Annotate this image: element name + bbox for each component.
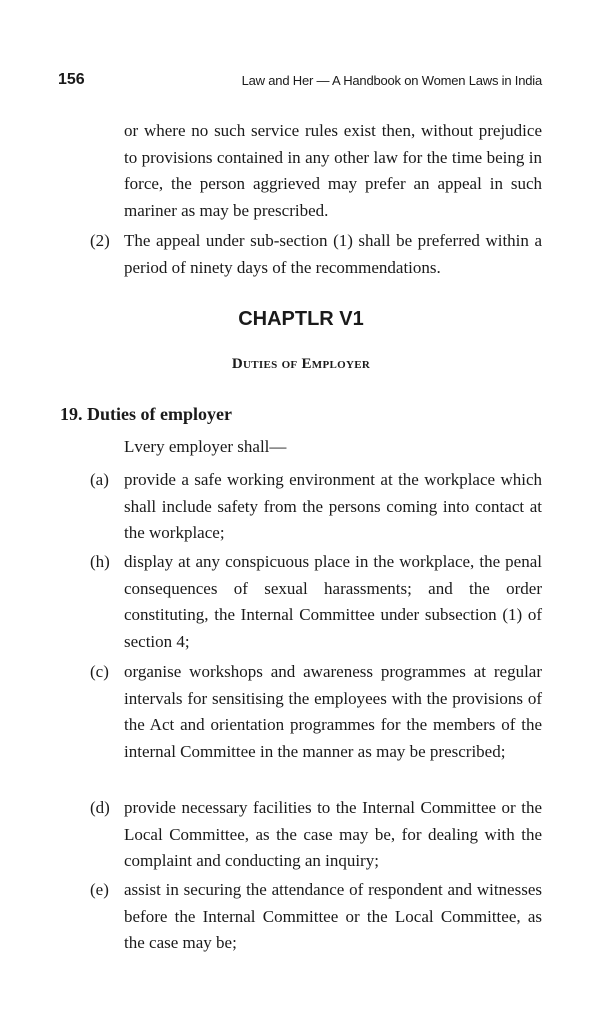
- list-item-marker: (a): [90, 470, 109, 489]
- subsection-2: [90, 228, 542, 281]
- subsection-2-marker: (2): [90, 231, 110, 250]
- running-title: Law and Her — A Handbook on Women Laws in India: [241, 73, 542, 88]
- list-item: [90, 549, 542, 656]
- list-item-text: provide necessary facilities to the Internal Committee or the Local Committee, as the case may be, for dealing with the complaint and conducting an inquiry;: [124, 798, 542, 871]
- section-heading: 19. Duties of employer: [60, 404, 232, 424]
- section-intro: Lvery employer shall—: [124, 437, 287, 456]
- list-item-marker: (c): [90, 662, 109, 681]
- list-item: [90, 467, 542, 547]
- continuation-paragraph: or where no such service rules exist then, without prejudice to provisions contained in any other law for the time being in force, the person aggrieved may prefer an appeal in such mariner as may be prescribed.: [124, 121, 542, 221]
- chapter-subtitle: Duties of Employer: [231, 356, 371, 372]
- subsection-2-text: The appeal under sub-section (1) shall be preferred within a period of ninety days of the recommendations.: [124, 231, 542, 277]
- list-item: [90, 877, 542, 957]
- chapter-title: CHAPTLR V1: [238, 308, 364, 330]
- list-item-text: assist in securing the attendance of respondent and witnesses before the Internal Committee or the Local Committee, as the case may be;: [124, 880, 542, 953]
- list-item-text: organise workshops and awareness programmes at regular intervals for sensitising the employees with the provisions of the Act and orientation programmes for the members of the internal Committee in the manner as may be prescribed;: [124, 662, 542, 762]
- list-item: [90, 659, 542, 766]
- list-item-text: display at any conspicuous place in the workplace, the penal consequences of sexual harassments; and the order constituting, the Internal Committee under subsection (1) of section 4;: [124, 552, 542, 652]
- list-item-text: provide a safe working environment at the workplace which shall include safety from the persons coming into contact at the workplace;: [124, 470, 542, 543]
- page-number: 156: [58, 71, 85, 88]
- list-item: [90, 795, 542, 875]
- list-item-marker: (d): [90, 798, 110, 817]
- page-header: [58, 71, 542, 93]
- list-item-marker: (h): [90, 552, 110, 571]
- list-item-marker: (e): [90, 880, 109, 899]
